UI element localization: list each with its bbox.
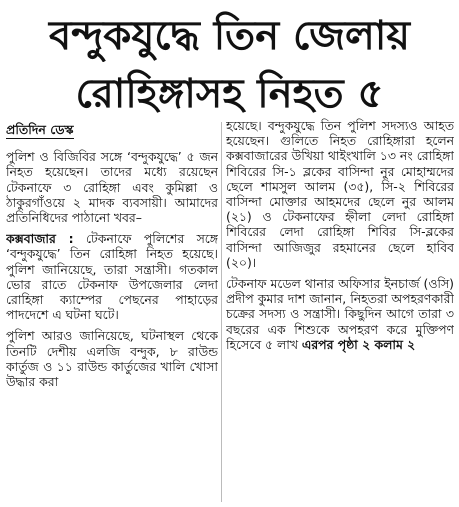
article-right-column <box>226 118 454 503</box>
oc-statement-paragraph <box>226 276 454 352</box>
coxsbazar-paragraph <box>6 231 218 322</box>
clipped-top-strip <box>0 0 459 6</box>
dateline-coxsbazar: কক্সবাজার : <box>6 231 74 247</box>
coxsbazar-text: টেকনাফে পুলিশের সঙ্গে ‘বন্দুকযুদ্ধে’ তিন রোহিঙ্গা নিহত হয়েছে। পুলিশ জানিয়েছে, তারা সন্ত্রাসী। গতকাল ভোর রাতে টেকনাফ উপজেলার লেদা রোহিঙ্গা ক্যাম্পের পেছনের পাহাড়ের পাদদেশে এ ঘটনা ঘটে। <box>6 231 218 323</box>
headline-line-2: রোহিঙ্গাসহ নিহত ৫ <box>75 71 384 117</box>
column-divider <box>221 122 222 502</box>
victims-paragraph: হয়েছে। বন্দুকযুদ্ধে তিন পুলিশ সদস্যও আহত হয়েছেন। গুলিতে নিহত রোহিঙ্গারা হলেন কক্সবাজারের উখিয়া থাইংখালি ১৩ নং রোহিঙ্গা শিবিরের সি-১ ব্লকের বাসিন্দা নুর মোহাম্মদের ছেলে শামসুল আলম (৩৫), সি-২ শিবিরের বাসিন্দা মোক্তার আহমদের ছেলে নুর আলম (২১) ও টেকনাফের হ্নীলা লেদা রোহিঙ্গা শিবিরের লেদা রোহিঙ্গা শিবির সি-ব্লকের বাসিন্দা আজিজুর রহমানের ছেলে হাবিব (২০)। <box>226 118 454 270</box>
byline: প্রতিদিন ডেস্ক <box>6 122 74 139</box>
oc-statement-text: টেকনাফ মডেল থানার অফিসার ইনচার্জ (ওসি) প্রদীপ কুমার দাশ জানান, নিহতরা অপহরণকারী চক্রের সদস্য ও সন্ত্রাসী। কিছুদিন আগে তারা ৩ বছরের এক শিশুকে অপহরণ করে মুক্তিপণ হিসেবে ৫ লাখ <box>226 276 454 352</box>
headline-line-1: বন্দুকযুদ্ধে তিন জেলায় <box>49 13 410 59</box>
continuation-note: এরপর পৃষ্ঠা ২ কলাম ২ <box>301 336 416 352</box>
recovery-paragraph: পুলিশ আরও জানিয়েছে, ঘটনাস্থল থেকে তিনটি দেশীয় এলজি বন্দুক, ৮ রাউন্ড কার্তুজ ও ১১ রাউন্ড কার্তুজের খালি খোসা উদ্ধার করা <box>6 328 218 390</box>
article-left-column <box>6 122 218 507</box>
intro-paragraph: পুলিশ ও বিজিবির সঙ্গে ‘বন্দুকযুদ্ধে’ ৫ জন নিহত হয়েছেন। তাদের মধ্যে রয়েছেন টেকনাফে ৩ রোহিঙ্গা এবং কুমিল্লা ও ঠাকুরগাঁওয়ে ২ মাদক ব্যবসায়ী। আমাদের প্রতিনিধিদের পাঠানো খবর– <box>6 149 218 226</box>
